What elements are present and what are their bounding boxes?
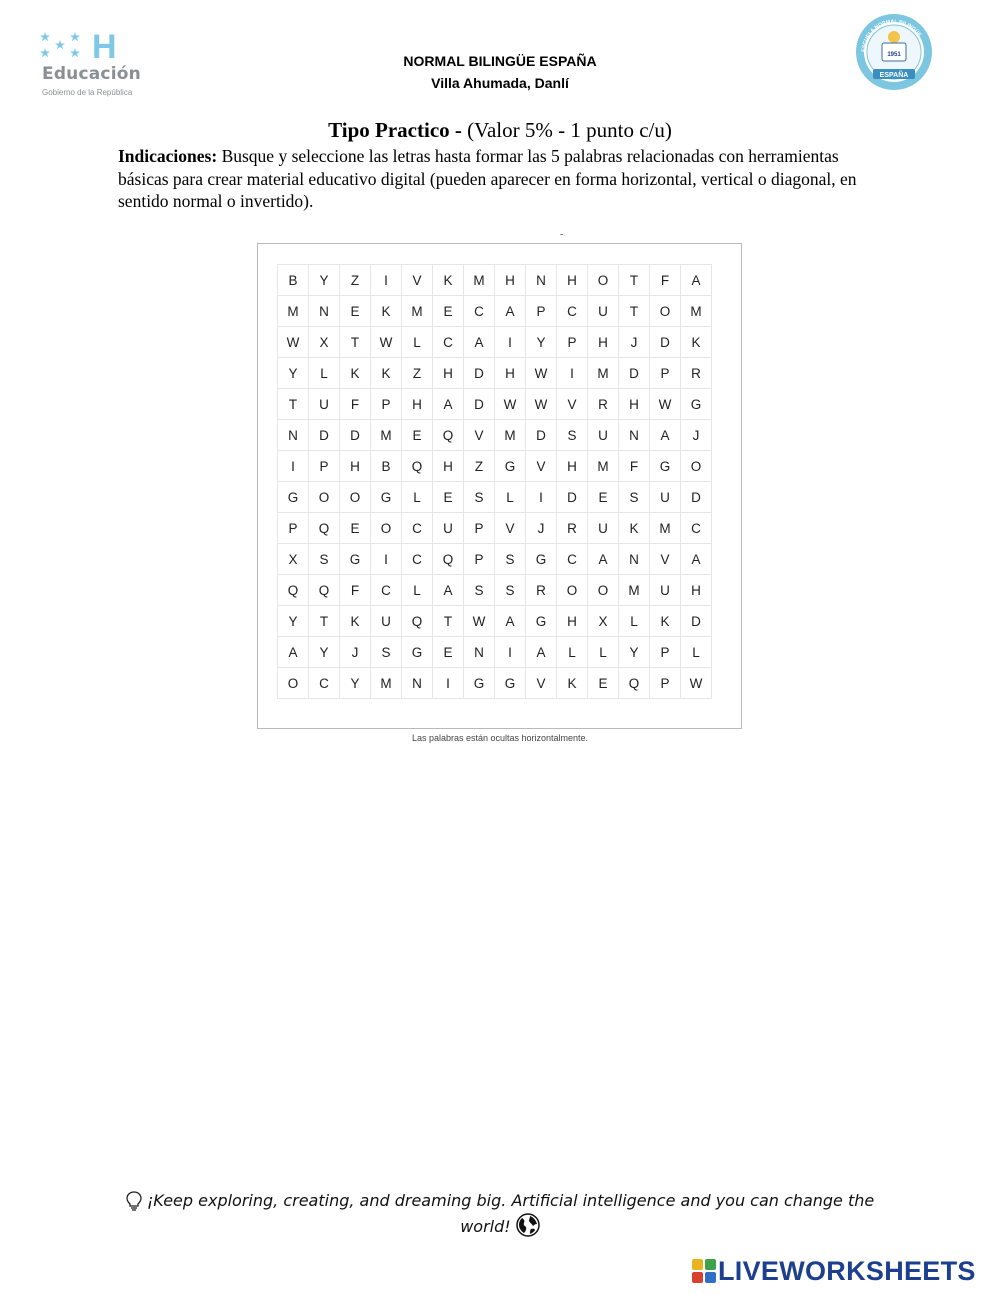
word-search-grid (277, 264, 712, 699)
letter-cell[interactable]: X (309, 327, 340, 358)
letter-cell[interactable]: H (557, 606, 588, 637)
letter-cell[interactable]: K (650, 606, 681, 637)
letter-cell[interactable]: Q (278, 575, 309, 606)
letter-cell[interactable]: A (526, 637, 557, 668)
letter-cell[interactable]: N (619, 544, 650, 575)
letter-cell[interactable]: G (495, 451, 526, 482)
letter-cell[interactable]: R (526, 575, 557, 606)
letter-cell[interactable]: O (340, 482, 371, 513)
letter-cell[interactable]: J (619, 327, 650, 358)
title-bold: Tipo Practico - (328, 118, 468, 142)
letter-cell[interactable]: M (278, 296, 309, 327)
letter-cell[interactable]: H (557, 451, 588, 482)
letter-cell[interactable]: N (402, 668, 433, 699)
letter-cell[interactable]: Q (309, 513, 340, 544)
letter-cell[interactable]: U (588, 513, 619, 544)
letter-cell[interactable]: P (650, 668, 681, 699)
letter-cell[interactable]: H (557, 265, 588, 296)
letter-cell[interactable]: E (588, 482, 619, 513)
word-search-row (278, 606, 712, 637)
letter-cell[interactable]: D (464, 358, 495, 389)
letter-cell[interactable]: H (495, 265, 526, 296)
letter-cell[interactable]: V (557, 389, 588, 420)
letter-cell[interactable]: L (402, 327, 433, 358)
letter-cell[interactable]: A (433, 575, 464, 606)
letter-cell[interactable]: W (464, 606, 495, 637)
letter-cell[interactable]: X (588, 606, 619, 637)
letter-cell[interactable]: T (340, 327, 371, 358)
letter-cell[interactable]: A (464, 327, 495, 358)
word-search-caption: Las palabras están ocultas horizontalmente. (411, 733, 589, 743)
title-value: (Valor 5% - 1 punto c/u) (467, 118, 672, 142)
globe-icon (516, 1213, 540, 1237)
letter-cell[interactable]: N (309, 296, 340, 327)
letter-cell[interactable]: U (371, 606, 402, 637)
letter-cell[interactable]: I (495, 637, 526, 668)
letter-cell[interactable]: K (340, 358, 371, 389)
word-search-row (278, 637, 712, 668)
footer-note-text: ¡Keep exploring, creating, and dreaming big. Artificial intelligence and you can change the world! (146, 1191, 875, 1236)
letter-cell[interactable]: R (588, 389, 619, 420)
liveworksheets-logo (692, 1256, 992, 1286)
letter-cell[interactable]: G (681, 389, 712, 420)
letter-cell[interactable]: K (681, 327, 712, 358)
letter-cell[interactable]: A (681, 265, 712, 296)
letter-cell[interactable]: V (650, 544, 681, 575)
letter-cell[interactable]: P (464, 544, 495, 575)
letter-cell[interactable]: K (340, 606, 371, 637)
school-location: Villa Ahumada, Danlí (431, 75, 569, 91)
school-seal-icon (855, 13, 933, 91)
letter-cell[interactable]: P (371, 389, 402, 420)
letter-cell[interactable]: G (464, 668, 495, 699)
letter-cell[interactable]: E (588, 668, 619, 699)
letter-cell[interactable]: F (619, 451, 650, 482)
letter-cell[interactable]: O (557, 575, 588, 606)
letter-cell[interactable]: V (464, 420, 495, 451)
letter-cell[interactable]: P (557, 327, 588, 358)
letter-cell[interactable]: D (619, 358, 650, 389)
letter-cell[interactable]: Z (340, 265, 371, 296)
letter-cell[interactable]: A (278, 637, 309, 668)
letter-cell[interactable]: D (309, 420, 340, 451)
letter-cell[interactable]: K (371, 358, 402, 389)
letter-cell[interactable]: P (278, 513, 309, 544)
word-search-row (278, 544, 712, 575)
letter-cell[interactable]: D (681, 482, 712, 513)
letter-cell[interactable]: A (495, 296, 526, 327)
word-search-row (278, 296, 712, 327)
instructions-text: Busque y seleccione las letras hasta formar las 5 palabras relacionadas con herramientas básicas para crear material educativo digital (pueden aparecer en forma horizontal, vertical o diagonal, en sentido normal o invertido). (118, 146, 857, 211)
instructions-label: Indicaciones: (118, 146, 218, 166)
letter-cell[interactable]: F (340, 389, 371, 420)
letter-cell[interactable]: N (619, 420, 650, 451)
letter-cell[interactable]: S (495, 575, 526, 606)
lightbulb-icon (126, 1191, 142, 1211)
word-search-row (278, 513, 712, 544)
word-search-row (278, 389, 712, 420)
word-search-row (278, 358, 712, 389)
letter-cell[interactable]: I (495, 327, 526, 358)
activity-title (0, 118, 1000, 143)
letter-cell[interactable]: C (433, 327, 464, 358)
letter-cell[interactable]: L (619, 606, 650, 637)
letter-cell[interactable]: T (278, 389, 309, 420)
letter-cell[interactable]: I (526, 482, 557, 513)
letter-cell[interactable]: S (464, 482, 495, 513)
letter-cell[interactable]: K (619, 513, 650, 544)
letter-cell[interactable]: D (681, 606, 712, 637)
letter-cell[interactable]: Q (433, 420, 464, 451)
letter-cell[interactable]: O (588, 265, 619, 296)
letter-cell[interactable]: O (278, 668, 309, 699)
letter-cell[interactable]: I (557, 358, 588, 389)
letter-cell[interactable]: N (278, 420, 309, 451)
letter-cell[interactable]: B (371, 451, 402, 482)
letter-cell[interactable]: W (526, 389, 557, 420)
letter-cell[interactable]: C (371, 575, 402, 606)
letter-cell[interactable]: H (495, 358, 526, 389)
letter-cell[interactable]: A (650, 420, 681, 451)
letter-cell[interactable]: O (309, 482, 340, 513)
letter-cell[interactable]: O (681, 451, 712, 482)
letter-cell[interactable]: Y (619, 637, 650, 668)
letter-cell[interactable]: I (433, 668, 464, 699)
letter-cell[interactable]: T (619, 296, 650, 327)
letter-cell[interactable]: G (526, 544, 557, 575)
letter-cell[interactable]: K (371, 296, 402, 327)
seal-banner: ESPAÑA (879, 72, 909, 79)
letter-cell[interactable]: Y (309, 637, 340, 668)
letter-cell[interactable]: M (588, 358, 619, 389)
letter-cell[interactable]: N (526, 265, 557, 296)
letter-cell[interactable]: P (309, 451, 340, 482)
letter-cell[interactable]: Q (619, 668, 650, 699)
letter-cell[interactable]: A (681, 544, 712, 575)
word-search-row (278, 575, 712, 606)
letter-cell[interactable]: E (433, 482, 464, 513)
letter-cell[interactable]: H (340, 451, 371, 482)
letter-cell[interactable]: H (588, 327, 619, 358)
letter-cell[interactable]: Y (309, 265, 340, 296)
letter-cell[interactable]: H (681, 575, 712, 606)
letter-cell[interactable]: O (650, 296, 681, 327)
letter-cell[interactable]: I (278, 451, 309, 482)
letter-cell[interactable]: R (557, 513, 588, 544)
footer-note (120, 1188, 880, 1239)
letter-cell[interactable]: S (619, 482, 650, 513)
letter-cell[interactable]: M (588, 451, 619, 482)
letter-cell[interactable]: U (588, 420, 619, 451)
dash-mark: - (560, 229, 564, 240)
instructions (118, 145, 888, 213)
letter-cell[interactable]: M (371, 668, 402, 699)
letter-cell[interactable]: U (650, 482, 681, 513)
liveworksheets-brand: LIVEWORKSHEETS (718, 1256, 976, 1286)
letter-cell[interactable]: W (681, 668, 712, 699)
letter-cell[interactable]: D (464, 389, 495, 420)
word-search-row (278, 327, 712, 358)
word-search-row (278, 420, 712, 451)
letter-cell[interactable]: G (278, 482, 309, 513)
letter-cell[interactable]: C (464, 296, 495, 327)
letter-cell[interactable]: K (557, 668, 588, 699)
letter-cell[interactable]: M (495, 420, 526, 451)
letter-cell[interactable]: E (340, 513, 371, 544)
logo-h-mark: H (92, 28, 117, 66)
letter-cell[interactable]: L (495, 482, 526, 513)
letter-cell[interactable]: C (557, 296, 588, 327)
letter-cell[interactable]: A (433, 389, 464, 420)
letter-cell[interactable]: E (433, 296, 464, 327)
letter-cell[interactable]: Q (309, 575, 340, 606)
letter-cell[interactable]: E (402, 420, 433, 451)
letter-cell[interactable]: Q (433, 544, 464, 575)
letter-cell[interactable]: L (557, 637, 588, 668)
letter-cell[interactable]: H (402, 389, 433, 420)
letter-cell[interactable]: J (681, 420, 712, 451)
letter-cell[interactable]: V (402, 265, 433, 296)
letter-cell[interactable]: Q (402, 606, 433, 637)
letter-cell[interactable]: G (526, 606, 557, 637)
letter-cell[interactable]: M (371, 420, 402, 451)
letter-cell[interactable]: J (340, 637, 371, 668)
letter-cell[interactable]: D (557, 482, 588, 513)
letter-cell[interactable]: S (557, 420, 588, 451)
logo-subtitle: Gobierno de la República (42, 88, 133, 97)
word-search-frame (257, 243, 742, 729)
letter-cell[interactable]: L (681, 637, 712, 668)
letter-cell[interactable]: D (650, 327, 681, 358)
logo-brand: Educación (42, 64, 141, 84)
letter-cell[interactable]: C (309, 668, 340, 699)
letter-cell[interactable]: C (557, 544, 588, 575)
letter-cell[interactable]: W (495, 389, 526, 420)
letter-cell[interactable]: I (371, 544, 402, 575)
letter-cell[interactable]: G (650, 451, 681, 482)
letter-cell[interactable]: U (588, 296, 619, 327)
letter-cell[interactable]: W (526, 358, 557, 389)
letter-cell[interactable]: O (588, 575, 619, 606)
word-search-row (278, 668, 712, 699)
letter-cell[interactable]: S (495, 544, 526, 575)
letter-cell[interactable]: W (650, 389, 681, 420)
letter-cell[interactable]: P (464, 513, 495, 544)
letter-cell[interactable]: T (619, 265, 650, 296)
letter-cell[interactable]: U (309, 389, 340, 420)
letter-cell[interactable]: B (278, 265, 309, 296)
seal-year: 1951 (887, 52, 901, 58)
letter-cell[interactable]: C (681, 513, 712, 544)
letter-cell[interactable]: L (402, 575, 433, 606)
letter-cell[interactable]: H (433, 358, 464, 389)
letter-cell[interactable]: H (433, 451, 464, 482)
letter-cell[interactable]: W (371, 327, 402, 358)
letter-cell[interactable]: D (340, 420, 371, 451)
letter-cell[interactable]: U (650, 575, 681, 606)
letter-cell[interactable]: A (495, 606, 526, 637)
letter-cell[interactable]: E (433, 637, 464, 668)
letter-cell[interactable]: V (526, 451, 557, 482)
letter-cell[interactable]: M (464, 265, 495, 296)
letter-cell[interactable]: W (278, 327, 309, 358)
letter-cell[interactable]: P (650, 637, 681, 668)
letter-cell[interactable]: I (371, 265, 402, 296)
letter-cell[interactable]: P (650, 358, 681, 389)
letter-cell[interactable]: P (526, 296, 557, 327)
letter-cell[interactable]: Y (278, 358, 309, 389)
letter-cell[interactable]: S (464, 575, 495, 606)
letter-cell[interactable]: Y (278, 606, 309, 637)
letter-cell[interactable]: Y (340, 668, 371, 699)
seal-ring-text: ESCUELA NORMAL BILINGÜE (860, 18, 923, 53)
word-search-row (278, 265, 712, 296)
letter-cell[interactable]: S (371, 637, 402, 668)
letter-cell[interactable]: E (340, 296, 371, 327)
letter-cell[interactable]: F (650, 265, 681, 296)
letter-cell[interactable]: F (340, 575, 371, 606)
letter-cell[interactable]: Z (464, 451, 495, 482)
letter-cell[interactable]: G (340, 544, 371, 575)
letter-cell[interactable]: S (309, 544, 340, 575)
letter-cell[interactable]: L (588, 637, 619, 668)
letter-cell[interactable]: G (371, 482, 402, 513)
word-search-row (278, 451, 712, 482)
letter-cell[interactable]: K (433, 265, 464, 296)
school-name: NORMAL BILINGÜE ESPAÑA (403, 53, 597, 69)
liveworksheets-icon (692, 1259, 716, 1283)
letter-cell[interactable]: U (433, 513, 464, 544)
letter-cell[interactable]: R (681, 358, 712, 389)
letter-cell[interactable]: N (464, 637, 495, 668)
letter-cell[interactable]: C (402, 544, 433, 575)
letter-cell[interactable]: X (278, 544, 309, 575)
letter-cell[interactable]: Y (526, 327, 557, 358)
letter-cell[interactable]: L (309, 358, 340, 389)
letter-cell[interactable]: C (402, 513, 433, 544)
letter-cell[interactable]: Z (402, 358, 433, 389)
letter-cell[interactable]: H (619, 389, 650, 420)
letter-cell[interactable]: T (309, 606, 340, 637)
letter-cell[interactable]: J (526, 513, 557, 544)
letter-cell[interactable]: V (495, 513, 526, 544)
letter-cell[interactable]: V (526, 668, 557, 699)
letter-cell[interactable]: G (402, 637, 433, 668)
letter-cell[interactable]: Q (402, 451, 433, 482)
letter-cell[interactable]: L (402, 482, 433, 513)
letter-cell[interactable]: M (650, 513, 681, 544)
letter-cell[interactable]: M (402, 296, 433, 327)
letter-cell[interactable]: G (495, 668, 526, 699)
letter-cell[interactable]: D (526, 420, 557, 451)
letter-cell[interactable]: M (681, 296, 712, 327)
letter-cell[interactable]: M (619, 575, 650, 606)
letter-cell[interactable]: O (371, 513, 402, 544)
letter-cell[interactable]: T (433, 606, 464, 637)
word-search-row (278, 482, 712, 513)
letter-cell[interactable]: A (588, 544, 619, 575)
